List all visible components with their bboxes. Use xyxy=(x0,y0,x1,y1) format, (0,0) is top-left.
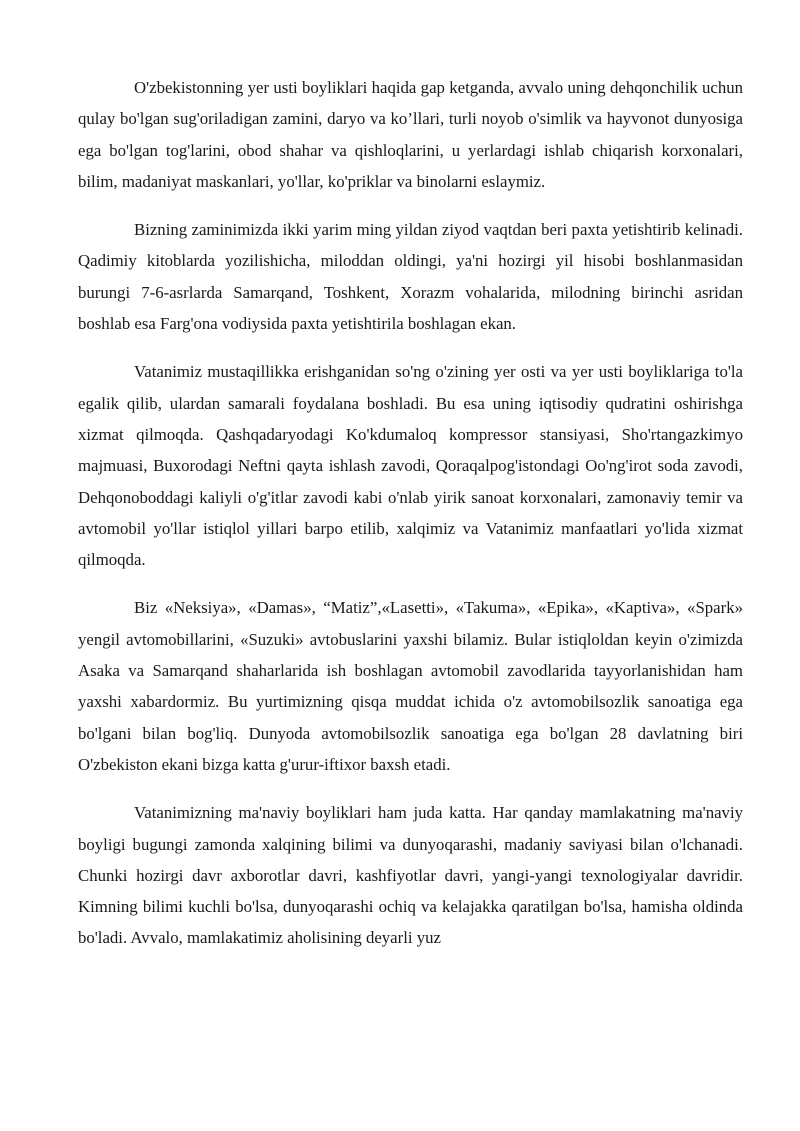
paragraph-surface-wealth: O'zbekistonning yer usti boyliklari haqida gap ketganda, avvalo uning dehqonchilik uchun qulay bo'lgan sug'oriladigan zamini, daryo va ko’llari, turli noyob o'simlik va hayvonot dunyosiga ega bo'lgan tog'larini, obod shahar va qishloqlarini, u yerlardagi ishlab chiqarish korxonalari, bilim, madaniyat maskanlari, yo'llar, ko'priklar va binolarni eslaymiz. xyxy=(78,78,743,191)
document-page xyxy=(78,72,743,971)
paragraph-automobile-industry: Biz «Neksiya», «Damas», “Matiz”,«Lasetti», «Takuma», «Epika», «Kaptiva», «Spark» yengil avtomobillarini, «Suzuki» avtobuslarini yaxshi bilamiz. Bular istiqloldan keyin o'zimizda Asaka va Samarqand shaharlarida ish boshlagan avtomobil zavodlarida tayyorlanishidan ham yaxshi xabardormiz. Bu yurtimizning qisqa muddat ichida o'z avtomobilsozlik sanoatiga ega bo'lgani bilan bog'liq. Dunyoda avtomobilsozlik sanoatiga ega bo'lgan 28 davlatning biri O'zbekiston ekani bizga katta g'urur-iftixor baxsh etadi. xyxy=(78,598,743,774)
paragraph-cotton-history: Bizning zaminimizda ikki yarim ming yildan ziyod vaqtdan beri paxta yetishtirib kelinadi. Qadimiy kitoblarda yozilishicha, miloddan oldingi, ya'ni hozirgi yil hisobi boshlanmasidan burungi 7-6-asrlarda Samarqand, Toshkent, Xorazm vohalarida, milodning birinchi asridan boshlab esa Farg'ona vodiysida paxta yetishtirila boshlagan ekan. xyxy=(78,220,743,334)
paragraph-spiritual-wealth: Vatanimizning ma'naviy boyliklari ham juda katta. Har qanday mamlakatning ma'naviy boyligi bugungi zamonda xalqining bilimi va dunyoqarashi, madaniy saviyasi bilan o'lchanadi. Chunki hozirgi davr axborotlar davri, kashfiyotlar davri, yangi-yangi texnologiyalar davridir. Kimning bilimi kuchli bo'lsa, dunyoqarashi ochiq va kelajakka qaratilgan bo'lsa, hamisha oldinda bo'ladi. Avvalo, mamlakatimiz aholisining deyarli yuz xyxy=(78,803,743,948)
paragraph-independence-industry: Vatanimiz mustaqillikka erishganidan so'ng o'zining yer osti va yer usti boyliklariga to'la egalik qilib, ulardan samarali foydalana boshladi. Bu esa uning iqtisodiy qudratini oshirishga xizmat qilmoqda. Qashqadaryodagi Ko'kdumaloq kompressor stansiyasi, Sho'rtangazkimyo majmuasi, Buxorodagi Neftni qayta ishlash zavodi, Qoraqalpog'istondagi Oo'ng'irot soda zavodi, Dehqonoboddagi kaliyli o'g'itlar zavodi kabi o'nlab yirik sanoat korxonalari, zamonaviy temir va avtomobil yo'llar istiqlol yillari barpo etilib, xalqimiz va Vatanimiz manfaatlari yo'lida xizmat qilmoqda. xyxy=(78,362,743,570)
